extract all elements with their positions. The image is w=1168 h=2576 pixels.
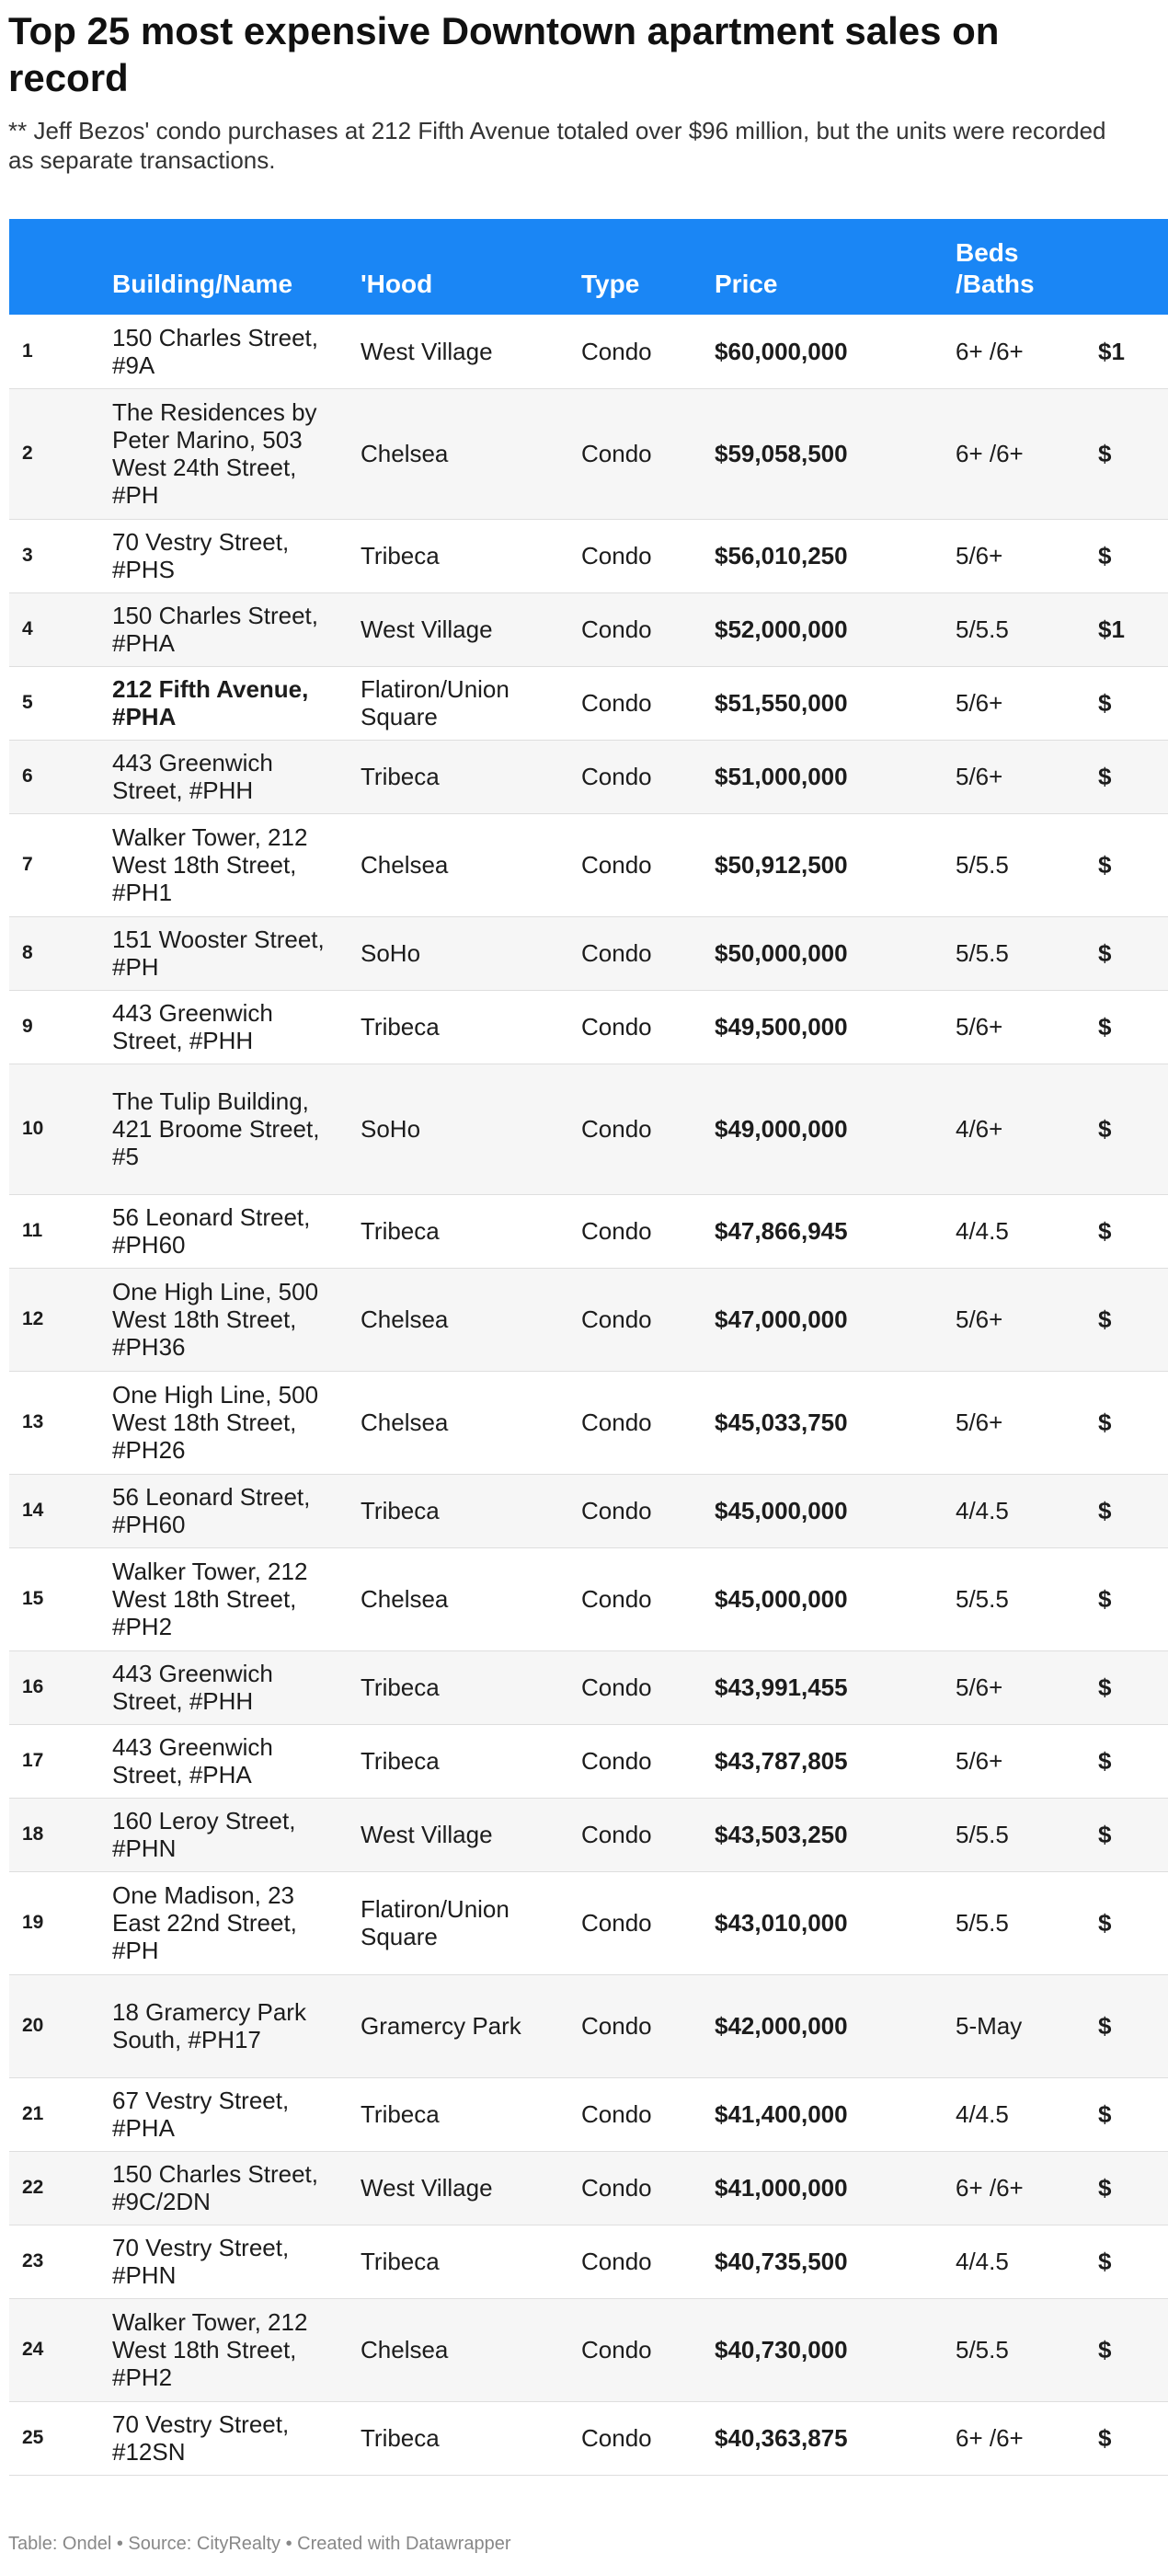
table-row — [9, 1547, 1168, 1650]
price-cell: $42,000,000 — [707, 1974, 948, 2077]
table-row — [9, 813, 1168, 916]
beds-baths-cell: 4/6+ — [948, 1064, 1091, 1194]
type-cell: Condo — [574, 2298, 707, 2401]
col-header-type[interactable]: Type — [581, 270, 640, 298]
price-cell: $59,058,500 — [707, 388, 948, 519]
rank-cell: 13 — [9, 1371, 105, 1474]
price-cell: $43,991,455 — [707, 1650, 948, 1724]
type-cell: Condo — [574, 1724, 707, 1798]
type-cell: Condo — [574, 916, 707, 990]
hood-cell: Chelsea — [353, 1547, 574, 1650]
hood-cell: West Village — [353, 2151, 574, 2225]
sales-table — [9, 219, 1168, 2476]
rank-cell: 15 — [9, 1547, 105, 1650]
hood-cell: Tribeca — [353, 2401, 574, 2475]
table-row — [9, 1474, 1168, 1547]
building-cell: 150 Charles Street, #9C/2DN — [105, 2151, 353, 2225]
table-row — [9, 666, 1168, 740]
beds-baths-cell: 6+ /6+ — [948, 388, 1091, 519]
type-cell: Condo — [574, 1547, 707, 1650]
hood-cell: Flatiron/Union Square — [353, 666, 574, 740]
hood-cell: Flatiron/Union Square — [353, 1871, 574, 1974]
beds-baths-cell: 5/6+ — [948, 1650, 1091, 1724]
price-cell: $51,000,000 — [707, 740, 948, 813]
hood-cell: Tribeca — [353, 1474, 574, 1547]
building-cell: 151 Wooster Street, #PH — [105, 916, 353, 990]
table-row — [9, 1064, 1168, 1194]
hood-cell: West Village — [353, 1798, 574, 1871]
table-row — [9, 1871, 1168, 1974]
price-cell: $50,912,500 — [707, 813, 948, 916]
table-row — [9, 315, 1168, 388]
rank-cell: 24 — [9, 2298, 105, 2401]
table-row — [9, 1371, 1168, 1474]
type-cell: Condo — [574, 740, 707, 813]
hood-cell: Gramercy Park — [353, 1974, 574, 2077]
price-per-sqft-cell: $ — [1091, 1650, 1168, 1724]
table-row — [9, 2401, 1168, 2475]
beds-baths-cell: 5-May — [948, 1974, 1091, 2077]
rank-cell: 18 — [9, 1798, 105, 1871]
hood-cell: Chelsea — [353, 388, 574, 519]
price-per-sqft-cell: $ — [1091, 1974, 1168, 2077]
hood-cell: Tribeca — [353, 1194, 574, 1268]
page-title: Top 25 most expensive Downtown apartment sales on record — [8, 9, 1000, 99]
table-row — [9, 1798, 1168, 1871]
price-per-sqft-cell: $ — [1091, 1194, 1168, 1268]
price-cell: $41,400,000 — [707, 2077, 948, 2151]
building-cell: 70 Vestry Street, #PHS — [105, 519, 353, 592]
rank-cell: 22 — [9, 2151, 105, 2225]
type-cell: Condo — [574, 519, 707, 592]
price-per-sqft-cell: $ — [1091, 813, 1168, 916]
table-row — [9, 592, 1168, 666]
price-per-sqft-cell: $ — [1091, 2298, 1168, 2401]
beds-baths-cell: 6+ /6+ — [948, 315, 1091, 388]
rank-cell: 8 — [9, 916, 105, 990]
type-cell: Condo — [574, 990, 707, 1064]
type-cell: Condo — [574, 813, 707, 916]
rank-cell: 12 — [9, 1268, 105, 1371]
price-cell: $43,787,805 — [707, 1724, 948, 1798]
table-container — [9, 219, 1125, 2512]
price-cell: $50,000,000 — [707, 916, 948, 990]
hood-cell: SoHo — [353, 1064, 574, 1194]
price-per-sqft-cell: $ — [1091, 2225, 1168, 2298]
beds-baths-cell: 5/5.5 — [948, 1547, 1091, 1650]
price-cell: $49,000,000 — [707, 1064, 948, 1194]
type-cell: Condo — [574, 1650, 707, 1724]
beds-baths-cell: 4/4.5 — [948, 2225, 1091, 2298]
table-header-row — [9, 219, 1168, 315]
price-per-sqft-cell: $ — [1091, 519, 1168, 592]
building-cell: Walker Tower, 212 West 18th Street, #PH2 — [105, 2298, 353, 2401]
col-header-building[interactable]: Building/Name — [112, 270, 293, 298]
beds-baths-cell: 5/5.5 — [948, 813, 1091, 916]
hood-cell: West Village — [353, 592, 574, 666]
type-cell: Condo — [574, 2077, 707, 2151]
table-row — [9, 740, 1168, 813]
building-cell: 443 Greenwich Street, #PHA — [105, 1724, 353, 1798]
beds-baths-cell: 5/6+ — [948, 519, 1091, 592]
rank-cell: 14 — [9, 1474, 105, 1547]
price-per-sqft-cell: $ — [1091, 1064, 1168, 1194]
table-row — [9, 990, 1168, 1064]
rank-cell: 5 — [9, 666, 105, 740]
price-cell: $40,735,500 — [707, 2225, 948, 2298]
table-row — [9, 2151, 1168, 2225]
price-cell: $43,010,000 — [707, 1871, 948, 1974]
building-cell: 70 Vestry Street, #12SN — [105, 2401, 353, 2475]
table-row — [9, 2298, 1168, 2401]
price-cell: $47,866,945 — [707, 1194, 948, 1268]
type-cell: Condo — [574, 1474, 707, 1547]
beds-baths-cell: 5/5.5 — [948, 592, 1091, 666]
price-per-sqft-cell: $ — [1091, 1268, 1168, 1371]
building-cell: Walker Tower, 212 West 18th Street, #PH1 — [105, 813, 353, 916]
price-per-sqft-cell: $ — [1091, 1547, 1168, 1650]
price-cell: $60,000,000 — [707, 315, 948, 388]
table-row — [9, 2225, 1168, 2298]
rank-cell: 9 — [9, 990, 105, 1064]
type-cell: Condo — [574, 2401, 707, 2475]
price-per-sqft-cell: $ — [1091, 1871, 1168, 1974]
rank-cell: 23 — [9, 2225, 105, 2298]
beds-baths-cell: 5/5.5 — [948, 1871, 1091, 1974]
beds-baths-cell: 5/5.5 — [948, 1798, 1091, 1871]
hood-cell: Tribeca — [353, 990, 574, 1064]
hood-cell: Tribeca — [353, 519, 574, 592]
col-header-beds-line1: Beds — [956, 238, 1019, 267]
hood-cell: Tribeca — [353, 2225, 574, 2298]
beds-baths-cell: 5/6+ — [948, 1371, 1091, 1474]
type-cell: Condo — [574, 388, 707, 519]
price-per-sqft-cell: $ — [1091, 2151, 1168, 2225]
building-cell: The Tulip Building, 421 Broome Street, #5 — [105, 1064, 353, 1194]
price-cell: $47,000,000 — [707, 1268, 948, 1371]
price-per-sqft-cell: $ — [1091, 1371, 1168, 1474]
type-cell: Condo — [574, 1974, 707, 2077]
building-cell: One High Line, 500 West 18th Street, #PH36 — [105, 1268, 353, 1371]
col-header-price[interactable]: Price — [715, 270, 778, 298]
rank-cell: 3 — [9, 519, 105, 592]
building-cell: One High Line, 500 West 18th Street, #PH26 — [105, 1371, 353, 1474]
col-header-price-per-sqft[interactable] — [1091, 219, 1168, 315]
price-per-sqft-cell: $ — [1091, 990, 1168, 1064]
table-header — [9, 219, 1168, 315]
building-cell: 56 Leonard Street, #PH60 — [105, 1474, 353, 1547]
beds-baths-cell: 5/6+ — [948, 1724, 1091, 1798]
beds-baths-cell: 5/6+ — [948, 990, 1091, 1064]
building-cell: 160 Leroy Street, #PHN — [105, 1798, 353, 1871]
building-cell: 443 Greenwich Street, #PHH — [105, 1650, 353, 1724]
rank-cell: 4 — [9, 592, 105, 666]
rank-cell: 1 — [9, 315, 105, 388]
hood-cell: Chelsea — [353, 2298, 574, 2401]
building-cell: 18 Gramercy Park South, #PH17 — [105, 1974, 353, 2077]
page-subtitle: ** Jeff Bezos' condo purchases at 212 Fifth Avenue totaled over $96 million, but the units were recorded as separate transactions. — [8, 117, 1106, 174]
hood-cell: Chelsea — [353, 1268, 574, 1371]
beds-baths-cell: 5/6+ — [948, 1268, 1091, 1371]
beds-baths-cell: 6+ /6+ — [948, 2401, 1091, 2475]
table-body — [9, 315, 1168, 2475]
rank-cell: 16 — [9, 1650, 105, 1724]
price-cell: $40,363,875 — [707, 2401, 948, 2475]
hood-cell: SoHo — [353, 916, 574, 990]
beds-baths-cell: 4/4.5 — [948, 1474, 1091, 1547]
building-cell: 443 Greenwich Street, #PHH — [105, 990, 353, 1064]
table-row — [9, 388, 1168, 519]
price-cell: $52,000,000 — [707, 592, 948, 666]
hood-cell: Tribeca — [353, 740, 574, 813]
rank-cell: 11 — [9, 1194, 105, 1268]
rank-cell: 25 — [9, 2401, 105, 2475]
price-per-sqft-cell: $ — [1091, 2401, 1168, 2475]
beds-baths-cell: 4/4.5 — [948, 2077, 1091, 2151]
rank-cell: 6 — [9, 740, 105, 813]
hood-cell: Tribeca — [353, 1724, 574, 1798]
beds-baths-cell: 5/5.5 — [948, 916, 1091, 990]
building-cell: 150 Charles Street, #PHA — [105, 592, 353, 666]
type-cell: Condo — [574, 1064, 707, 1194]
price-per-sqft-cell: $ — [1091, 388, 1168, 519]
col-header-beds-baths[interactable] — [948, 219, 1091, 315]
table-row — [9, 2077, 1168, 2151]
price-per-sqft-cell: $ — [1091, 740, 1168, 813]
beds-baths-cell: 4/4.5 — [948, 1194, 1091, 1268]
building-cell: The Residences by Peter Marino, 503 West 24th Street, #PH — [105, 388, 353, 519]
building-cell: 212 Fifth Avenue, #PHA — [105, 666, 353, 740]
hood-cell: Tribeca — [353, 1650, 574, 1724]
price-cell: $45,000,000 — [707, 1474, 948, 1547]
table-row — [9, 1268, 1168, 1371]
table-row — [9, 1650, 1168, 1724]
table-row — [9, 519, 1168, 592]
type-cell: Condo — [574, 2151, 707, 2225]
beds-baths-cell: 5/5.5 — [948, 2298, 1091, 2401]
rank-cell: 7 — [9, 813, 105, 916]
price-cell: $45,000,000 — [707, 1547, 948, 1650]
price-per-sqft-cell: $1 — [1091, 315, 1168, 388]
building-cell: 443 Greenwich Street, #PHH — [105, 740, 353, 813]
price-cell: $51,550,000 — [707, 666, 948, 740]
beds-baths-cell: 6+ /6+ — [948, 2151, 1091, 2225]
building-cell: Walker Tower, 212 West 18th Street, #PH2 — [105, 1547, 353, 1650]
building-cell: One Madison, 23 East 22nd Street, #PH — [105, 1871, 353, 1974]
rank-cell: 19 — [9, 1871, 105, 1974]
price-per-sqft-cell: $ — [1091, 666, 1168, 740]
hood-cell: Chelsea — [353, 813, 574, 916]
type-cell: Condo — [574, 1268, 707, 1371]
source-footer: Table: Ondel • Source: CityRealty • Created with Datawrapper — [8, 2534, 511, 2554]
table-row — [9, 916, 1168, 990]
price-cell: $40,730,000 — [707, 2298, 948, 2401]
type-cell: Condo — [574, 666, 707, 740]
rank-cell: 20 — [9, 1974, 105, 2077]
price-per-sqft-cell: $ — [1091, 1474, 1168, 1547]
building-cell: 56 Leonard Street, #PH60 — [105, 1194, 353, 1268]
building-cell: 70 Vestry Street, #PHN — [105, 2225, 353, 2298]
col-header-beds-line2: /Baths — [956, 270, 1035, 298]
price-cell: $56,010,250 — [707, 519, 948, 592]
table-row — [9, 1724, 1168, 1798]
type-cell: Condo — [574, 2225, 707, 2298]
col-header-rank[interactable] — [9, 219, 105, 315]
rank-cell: 21 — [9, 2077, 105, 2151]
type-cell: Condo — [574, 315, 707, 388]
table-row — [9, 1194, 1168, 1268]
rank-cell: 2 — [9, 388, 105, 519]
beds-baths-cell: 5/6+ — [948, 666, 1091, 740]
type-cell: Condo — [574, 1798, 707, 1871]
rank-cell: 10 — [9, 1064, 105, 1194]
rank-cell: 17 — [9, 1724, 105, 1798]
price-per-sqft-cell: $ — [1091, 2077, 1168, 2151]
price-per-sqft-cell: $1 — [1091, 592, 1168, 666]
building-cell: 150 Charles Street, #9A — [105, 315, 353, 388]
type-cell: Condo — [574, 592, 707, 666]
hood-cell: Chelsea — [353, 1371, 574, 1474]
type-cell: Condo — [574, 1371, 707, 1474]
price-cell: $49,500,000 — [707, 990, 948, 1064]
table-row — [9, 1974, 1168, 2077]
building-cell: 67 Vestry Street, #PHA — [105, 2077, 353, 2151]
type-cell: Condo — [574, 1194, 707, 1268]
price-cell: $43,503,250 — [707, 1798, 948, 1871]
type-cell: Condo — [574, 1871, 707, 1974]
hood-cell: West Village — [353, 315, 574, 388]
price-per-sqft-cell: $ — [1091, 916, 1168, 990]
price-per-sqft-cell: $ — [1091, 1798, 1168, 1871]
col-header-hood[interactable]: 'Hood — [361, 270, 433, 298]
beds-baths-cell: 5/6+ — [948, 740, 1091, 813]
price-cell: $45,033,750 — [707, 1371, 948, 1474]
price-per-sqft-cell: $ — [1091, 1724, 1168, 1798]
hood-cell: Tribeca — [353, 2077, 574, 2151]
price-cell: $41,000,000 — [707, 2151, 948, 2225]
